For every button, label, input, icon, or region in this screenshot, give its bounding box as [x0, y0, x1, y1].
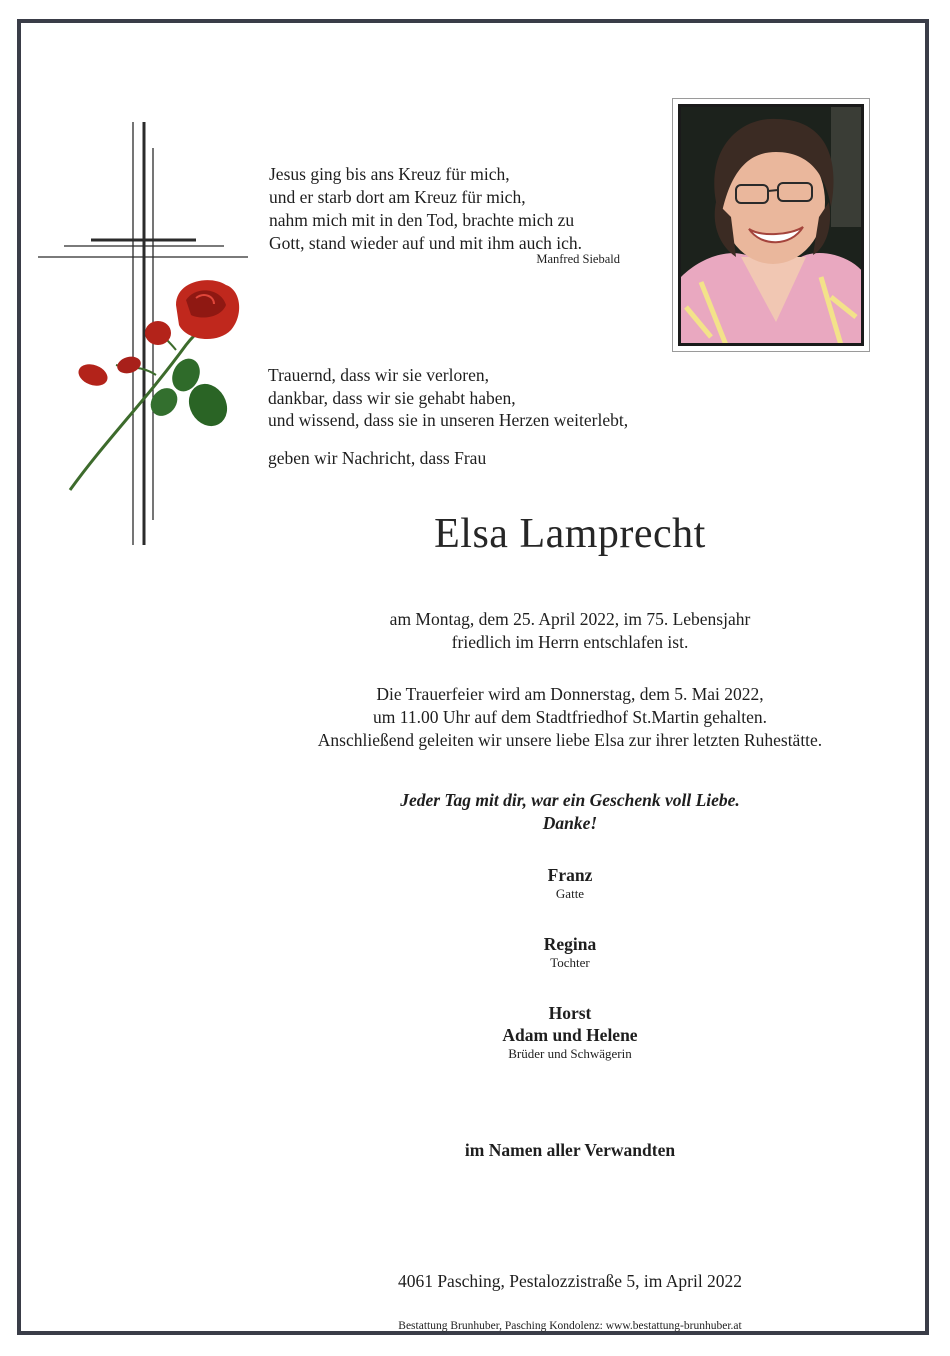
intro-line: Trauernd, dass wir sie verloren, — [268, 365, 489, 385]
motto — [270, 789, 870, 835]
death-line: am Montag, dem 25. April 2022, im 75. Lebensjahr — [389, 609, 751, 629]
poem-text — [269, 163, 582, 255]
intro-line: dankbar, dass wir sie gehabt haben, — [268, 387, 516, 408]
poem-author: Manfred Siebald — [536, 252, 620, 266]
portrait-image — [678, 104, 864, 346]
place-date: 4061 Pasching, Pestalozzistraße 5, im April 2022 — [397, 1271, 743, 1291]
intro-text — [268, 364, 628, 432]
mourner-name: Regina — [543, 934, 597, 954]
funeral-line: Anschließend geleiten wir unsere liebe Elsa zur ihrer letzten Ruhestätte. — [317, 730, 823, 750]
poem-line: Jesus ging bis ans Kreuz für mich, — [269, 164, 510, 184]
poem-line: Gott, stand wieder auf und mit ihm auch ich. — [269, 233, 582, 253]
deceased-name: Elsa Lamprecht — [434, 511, 706, 557]
portrait-photo — [672, 98, 870, 352]
death-line: friedlich im Herrn entschlafen ist. — [451, 632, 689, 652]
mourner-name: Franz — [547, 865, 593, 885]
funeral-line: um 11.00 Uhr auf dem Stadtfriedhof St.Martin gehalten. — [373, 707, 767, 727]
intro-line: und wissend, dass sie in unseren Herzen weiterlebt, — [268, 410, 629, 430]
poem-line: nahm mich mit in den Tod, brachte mich zu — [269, 210, 575, 230]
mourner-entry — [420, 933, 720, 971]
closing-line: im Namen aller Verwandten — [464, 1140, 676, 1160]
mourner-name: Adam und Helene — [502, 1025, 638, 1045]
funeral-info — [270, 683, 870, 752]
poem-line: und er starb dort am Kreuz für mich, — [269, 187, 526, 207]
death-info — [270, 608, 870, 654]
cross-with-rose-icon — [36, 120, 252, 550]
funeral-line: Die Trauerfeier wird am Donnerstag, dem 5. Mai 2022, — [376, 684, 764, 704]
motto-line: Jeder Tag mit dir, war ein Geschenk voll Liebe. — [400, 790, 740, 810]
mourner-role: Brüder und Schwägerin — [508, 1046, 632, 1061]
motto-line: Danke! — [542, 813, 598, 833]
footer-imprint: Bestattung Brunhuber, Pasching Kondolenz: www.bestattung-brunhuber.at — [398, 1320, 742, 1332]
notice-line: geben wir Nachricht, dass Frau — [268, 448, 487, 468]
mourner-entry — [420, 1002, 720, 1062]
rose-icon — [70, 280, 239, 490]
mourner-name: Horst — [548, 1003, 592, 1023]
mourner-role: Tochter — [550, 955, 590, 970]
mourner-entry — [420, 864, 720, 902]
mourner-role: Gatte — [555, 886, 585, 901]
